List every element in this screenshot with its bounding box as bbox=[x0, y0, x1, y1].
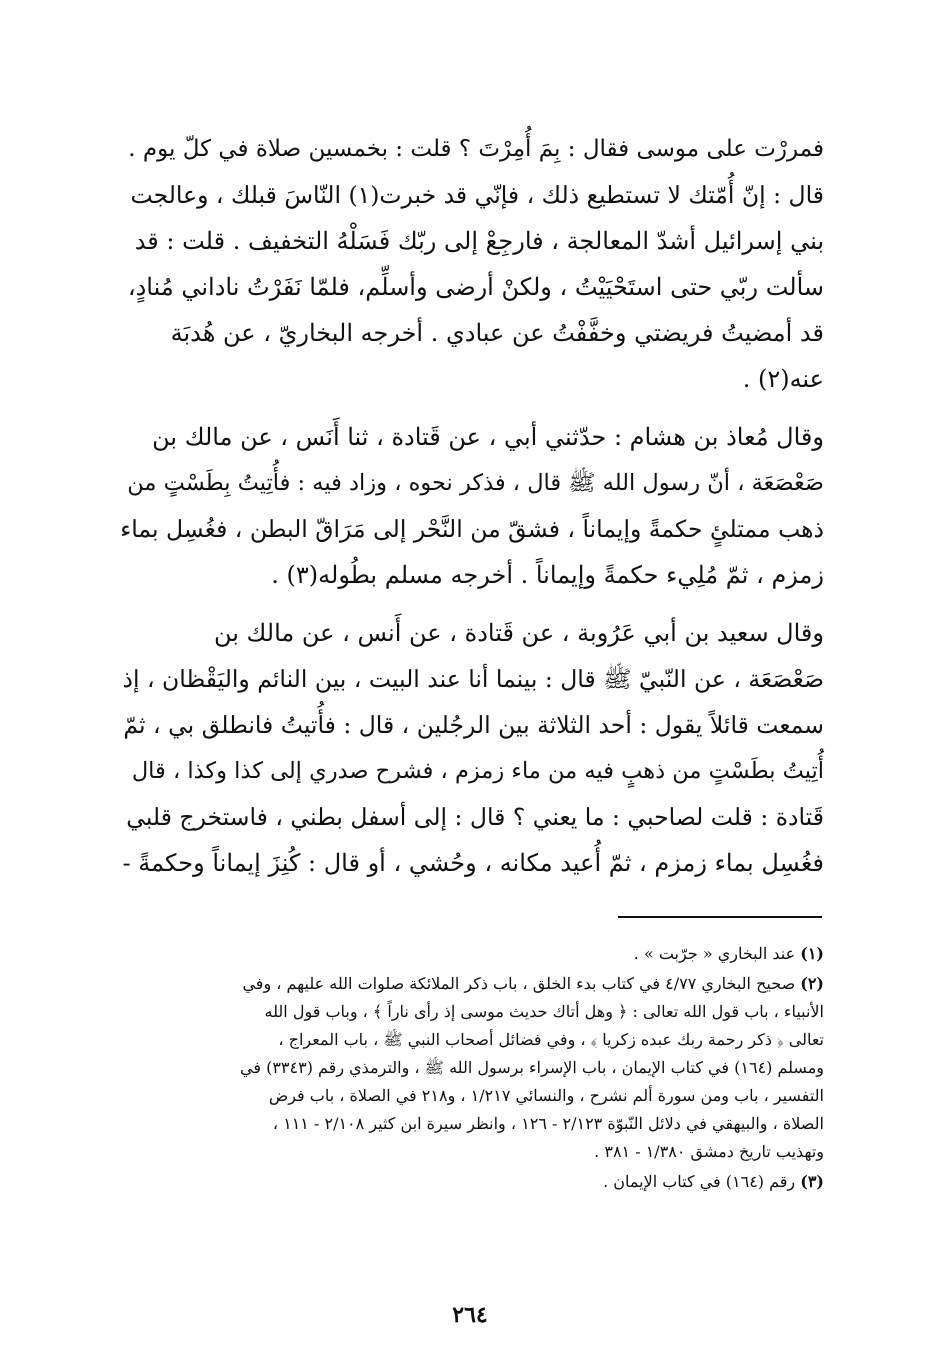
text-line: أُتِيتُ بطَسْتٍ من ذهبٍ فيه من ماء زمزم ، فشرح صدري إلى كذا وكذا ، قال bbox=[131, 758, 824, 784]
footnote bbox=[118, 1168, 824, 1196]
footnotes bbox=[118, 940, 824, 1198]
footnote-line: الصلاة ، والبيهقي في دلائل النّبوّة ٢/١٢٣ - ١٢٦ ، وانظر سيرة ابن كثير ٢/١٠٨ - ١١١ ، bbox=[272, 1114, 824, 1133]
text-line: فمررْت على موسى فقال : بِمَ أُمِرْتَ ؟ قلت : بخمسين صلاة في كلّ يوم . bbox=[128, 136, 824, 162]
footnote-line: وتهذيب تاريخ دمشق ١/٣٨٠ - ٣٨١ . bbox=[594, 1142, 824, 1161]
text-line: وقال سعيد بن أبي عَرُوبة ، عن قَتادة ، عن أَنس ، عن مالك بن bbox=[213, 619, 824, 647]
text-line: صَعْصَعَة ، أنّ رسول الله ﷺ قال ، فذكر نحوه ، وزاد فيه : فأُتِيتُ بِطَسْتٍ من bbox=[127, 470, 824, 496]
text-line: سمعت قائلاً يقول : أحد الثلاثة بين الرجُلين ، قال : فأُتيتُ فانطلق بي ، ثمّ bbox=[123, 711, 824, 739]
text-line: سألت ربّي حتى استَحْيَيْتُ ، ولكنْ أرضى وأسلِّم، فلمّا نَفَرْتُ ناداني مُنادٍ، bbox=[127, 273, 824, 301]
paragraph bbox=[118, 610, 824, 886]
paragraph bbox=[118, 414, 824, 598]
footnote-text: صحيح البخاري ٤/٧٧ في كتاب بدء الخلق ، باب ذكر الملائكة صلوات الله عليهم ، وفي bbox=[242, 974, 796, 993]
text-line: وقال مُعاذ بن هشام : حدّثني أبي ، عن قَتادة ، ثنا أَنَس ، عن مالك بن bbox=[152, 423, 824, 451]
footnote-line bbox=[118, 1168, 824, 1196]
text-line: عنه(٢) . bbox=[742, 365, 824, 393]
text-line: قال : إنّ أُمّتك لا تستطيع ذلك ، فإنّي قد خبرت(١) النّاسَ قبلك ، وعالجت bbox=[130, 181, 824, 209]
text-line: قد أمضيتُ فريضتي وخفَّفْتُ عن عبادي . أخرجه البخاريّ ، عن هُدبَة bbox=[170, 319, 824, 347]
footnote-number: (٢) bbox=[800, 974, 824, 993]
footnote-text: رقم (١٦٤) في كتاب الإيمان . bbox=[603, 1172, 796, 1191]
footnote-line: تعالى ﴿ ذكر رحمة ربك عبده زكريا ﴾ ، وفي فضائل أصحاب النبي ﷺ ، باب المعراج ، bbox=[278, 1030, 824, 1049]
text-line: فغُسِل بماء زمزم ، ثمّ أُعيد مكانه ، وحُشي ، أو قال : كُنِزَ إيماناً وحكمةً - bbox=[122, 849, 824, 877]
footnote-separator bbox=[618, 916, 822, 918]
footnote-line: الأنبياء ، باب قول الله تعالى : ﴿ وهل أتاك حديث موسى إذ رأى ناراً ﴾ ، وباب قول الله bbox=[264, 1002, 824, 1021]
footnote-line bbox=[118, 970, 824, 998]
footnote-line bbox=[118, 940, 824, 968]
page-number: ٢٦٤ bbox=[452, 1302, 488, 1328]
footnote-text: عند البخاري « جرّبت » . bbox=[633, 944, 796, 963]
text-line: بني إسرائيل أشدّ المعالجة ، فارجِعْ إلى ربّك فَسَلْهُ التخفيف . قلت : قد bbox=[134, 227, 824, 255]
footnote-number: (٣) bbox=[800, 1172, 824, 1191]
footnote bbox=[118, 940, 824, 968]
text-line: صَعْصَعَة ، عن النّبيّ ﷺ قال : بينما أنا عند البيت ، بين النائم واليَقْظان ، إذ bbox=[122, 665, 824, 693]
footnote-number: (١) bbox=[800, 944, 824, 963]
paragraph bbox=[118, 126, 824, 402]
text-line: ذهب ممتلئٍ حكمةً وإيماناً ، فشقّ من النَّحْر إلى مَرَاقّ البطن ، فغُسِل بماء bbox=[120, 515, 824, 543]
main-text bbox=[118, 126, 824, 886]
footnote bbox=[118, 970, 824, 1166]
footnote-line: ومسلم (١٦٤) في كتاب الإيمان ، باب الإسراء برسول الله ﷺ ، والترمذي رقم (٣٣٤٣) في bbox=[240, 1058, 824, 1077]
footnote-line: التفسير ، باب ومن سورة ألم نشرح ، والنسائي ١/٢١٧ ، و٢١٨ في الصلاة ، باب فرض bbox=[268, 1086, 824, 1105]
text-line: زمزم ، ثمّ مُلِيء حكمةً وإيماناً . أخرجه مسلم بطُوله(٣) . bbox=[271, 561, 824, 589]
text-line: قَتادة : قلت لصاحبي : ما يعني ؟ قال : إلى أسفل بطني ، فاستخرج قلبي bbox=[126, 803, 824, 831]
